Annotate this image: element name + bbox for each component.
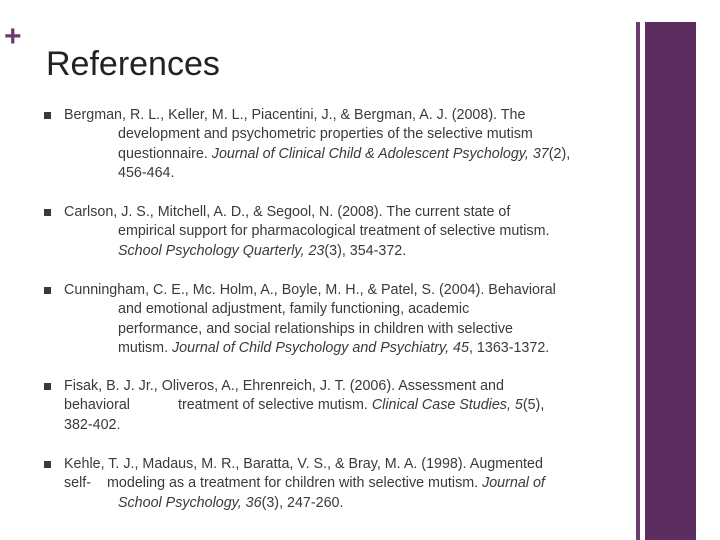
reference-line: 456-464. [118, 165, 175, 182]
bullet-icon [44, 287, 51, 294]
reference-line: Carlson, J. S., Mitchell, A. D., & Segool, N. (2008). The current state of [64, 204, 511, 220]
reference-line: Cunningham, C. E., Mc. Holm, A., Boyle, M. H., & Patel, S. (2004). Behavioral [64, 282, 556, 298]
reference-item [44, 377, 624, 435]
reference-text [64, 106, 624, 184]
bullet-icon [44, 112, 51, 119]
reference-line: performance, and social relationships in children with selective [118, 320, 513, 337]
reference-line: School Psychology Quarterly, 23(3), 354-372. [118, 242, 407, 259]
reference-line: empirical support for pharmacological treatment of selective mutism. [118, 223, 550, 240]
reference-text [64, 377, 624, 435]
journal-name: Journal of Clinical Child & Adolescent Psychology, 37 [211, 145, 549, 162]
reference-text [64, 455, 624, 513]
reference-item [44, 106, 624, 184]
reference-item [44, 203, 624, 261]
reference-line: School Psychology, 36(3), 247-260. [118, 494, 344, 511]
accent-bar-thin [636, 22, 640, 540]
reference-line: Bergman, R. L., Keller, M. L., Piacentini, J., & Bergman, A. J. (2008). The [64, 107, 526, 123]
journal-name: School Psychology, 36 [118, 494, 262, 511]
reference-line: mutism. Journal of Child Psychology and Psychiatry, 45, 1363-1372. [118, 340, 550, 357]
accent-bar-thick [645, 22, 696, 540]
reference-item [44, 281, 624, 359]
reference-line: and emotional adjustment, family functioning, academic [118, 301, 470, 318]
reference-item [44, 455, 624, 513]
reference-line: 382-402. [64, 416, 121, 433]
bullet-icon [44, 383, 51, 390]
reference-text [64, 203, 624, 261]
journal-name: Journal of Child Psychology and Psychiatry, 45 [172, 340, 469, 357]
reference-line: Kehle, T. J., Madaus, M. R., Baratta, V. S., & Bray, M. A. (1998). Augmented [64, 456, 543, 472]
journal-name: School Psychology Quarterly, 23 [118, 242, 325, 259]
journal-name: Clinical Case Studies, 5 [371, 397, 523, 414]
reference-line: Fisak, B. J. Jr., Oliveros, A., Ehrenreich, J. T. (2006). Assessment and [64, 378, 504, 394]
reference-line: behavioral treatment of selective mutism. Clinical Case Studies, 5(5), [64, 397, 545, 414]
reference-text [64, 281, 624, 359]
slide-plus-mark: + [4, 20, 22, 53]
page-title: References [46, 45, 220, 83]
bullet-icon [44, 461, 51, 468]
reference-line: questionnaire. Journal of Clinical Child & Adolescent Psychology, 37(2), [118, 145, 571, 162]
journal-name: Journal of [482, 475, 545, 492]
reference-line: development and psychometric properties of the selective mutism [118, 126, 533, 143]
reference-line: self- modeling as a treatment for children with selective mutism. Journal of [64, 475, 545, 492]
bullet-icon [44, 209, 51, 216]
